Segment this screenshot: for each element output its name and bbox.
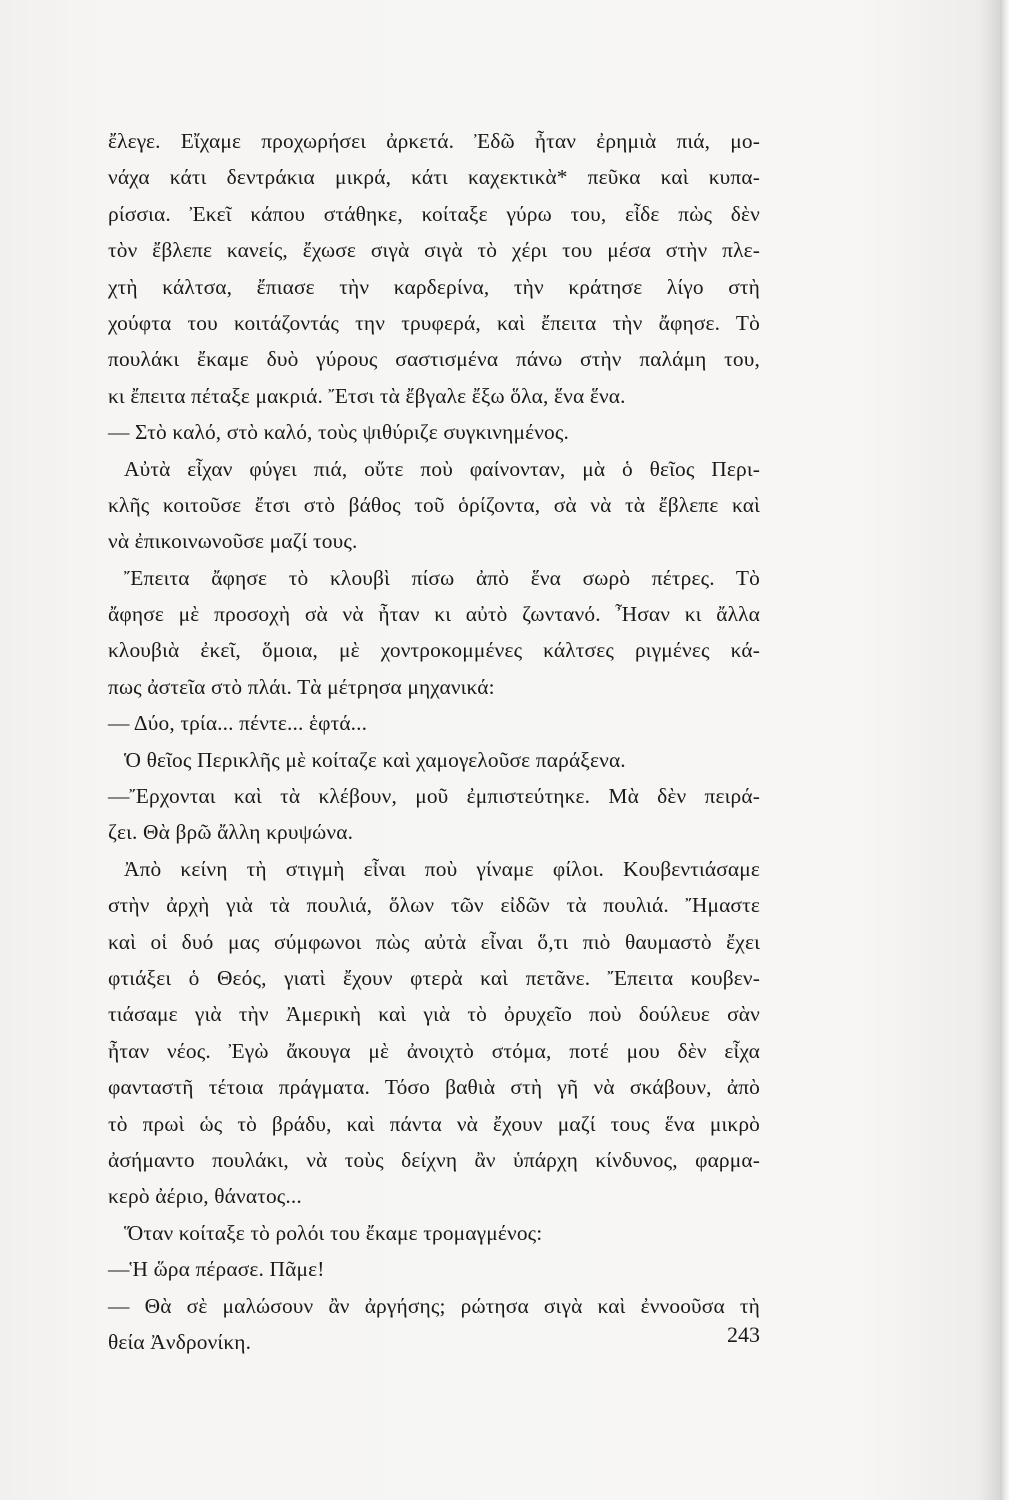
text-line: Ἔπειτα ἄφησε τὸ κλουβὶ πίσω ἀπὸ ἕνα σωρὸ πέτρες. Τὸ xyxy=(124,565,760,590)
text-line: χούφτα του κοιτάζοντάς την τρυφερά, καὶ ἔπειτα τὴν ἄφησε. Τὸ xyxy=(108,310,760,335)
text-line: ἀσήμαντο πουλάκι, νὰ τοὺς δείχνη ἂν ὑπάρχη κίνδυνος, φαρμα- xyxy=(108,1147,760,1172)
text-line: ἄφησε μὲ προσοχὴ σὰ νὰ ἦταν κι αὐτὸ ζωντανό. Ἦσαν κι ἄλλα xyxy=(108,602,760,627)
text-line: νὰ ἐπικοινωνοῦσε μαζί τους. xyxy=(108,529,358,554)
text-line: στὴν ἀρχὴ γιὰ τὰ πουλιά, ὅλων τῶν εἰδῶν τὰ πουλιά. Ἤμαστε xyxy=(108,893,760,918)
text-line: ρίσσια. Ἐκεῖ κάπου στάθηκε, κοίταξε γύρω του, εἶδε πὼς δὲν xyxy=(108,201,760,226)
text-line: — Δύο, τρία... πέντε... ἑφτά... xyxy=(108,711,368,736)
text-line: —Ἔρχονται καὶ τὰ κλέβουν, μοῦ ἐμπιστεύτηκε. Μὰ δὲν πειρά- xyxy=(108,784,760,809)
text-line: κλῆς κοιτοῦσε ἔτσι στὸ βάθος τοῦ ὁρίζοντα, σὰ νὰ τὰ ἔβλεπε καὶ xyxy=(108,492,760,517)
text-line: Ὅταν κοίταξε τὸ ρολόι του ἔκαμε τρομαγμένος: xyxy=(124,1220,543,1245)
text-line: πως ἀστεῖα στὸ πλάι. Τὰ μέτρησα μηχανικά: xyxy=(108,674,495,699)
text-line: καὶ οἱ δυό μας σύμφωνοι πὼς αὐτὰ εἶναι ὅ,τι πιὸ θαυμαστὸ ἔχει xyxy=(108,929,760,954)
text-line: — Στὸ καλό, στὸ καλό, τοὺς ψιθύριζε συγκινημένος. xyxy=(108,420,569,445)
text-line: τὸ πρωὶ ὡς τὸ βράδυ, καὶ πάντα νὰ ἔχουν μαζί τους ἕνα μικρὸ xyxy=(108,1111,760,1136)
text-line: κερὸ ἀέριο, θάνατος... xyxy=(108,1184,302,1209)
text-line: θεία Ἀνδρονίκη. xyxy=(108,1329,252,1354)
text-line: —Ἡ ὥρα πέρασε. Πᾶμε! xyxy=(108,1257,325,1282)
text-line: ζει. Θὰ βρῶ ἄλλη κρυψώνα. xyxy=(108,820,354,845)
page-edge xyxy=(1000,0,1009,1500)
body-text xyxy=(108,123,760,1360)
text-line: τὸν ἔβλεπε κανείς, ἔχωσε σιγὰ σιγὰ τὸ χέρι του μέσα στὴν πλε- xyxy=(108,238,760,263)
text-line: κλουβιὰ ἐκεῖ, ὅμοια, μὲ χοντροκομμένες κάλτσες ριγμένες κά- xyxy=(108,638,760,663)
text-line: νάχα κάτι δεντράκια μικρά, κάτι καχεκτικὰ* πεῦκα καὶ κυπα- xyxy=(108,165,760,190)
text-line: Ὁ θεῖος Περικλῆς μὲ κοίταζε καὶ χαμογελοῦσε παράξενα. xyxy=(124,747,626,772)
text-line: φανταστῆ τέτοια πράγματα. Τόσο βαθιὰ στὴ γῆ νὰ σκάβουν, ἀπὸ xyxy=(108,1075,760,1100)
text-line: φτιάξει ὁ Θεός, γιατὶ ἔχουν φτερὰ καὶ πετᾶνε. Ἔπειτα κουβεν- xyxy=(108,965,760,990)
page-number: 243 xyxy=(727,1322,760,1347)
text-line: χτὴ κάλτσα, ἔπιασε τὴν καρδερίνα, τὴν κράτησε λίγο στὴ xyxy=(108,274,760,299)
text-line: Ἀπὸ κείνη τὴ στιγμὴ εἶναι ποὺ γίναμε φίλοι. Κουβεντιάσαμε xyxy=(124,856,760,881)
text-line: Αὐτὰ εἶχαν φύγει πιά, οὔτε ποὺ φαίνονταν, μὰ ὁ θεῖος Περι- xyxy=(124,456,760,481)
text-line: πουλάκι ἔκαμε δυὸ γύρους σαστισμένα πάνω στὴν παλάμη του, xyxy=(108,347,760,372)
text-line: ἦταν νέος. Ἐγὼ ἄκουγα μὲ ἀνοιχτὸ στόμα, ποτέ μου δὲν εἶχα xyxy=(108,1038,760,1063)
text-line: — Θὰ σὲ μαλώσουν ἂν ἀργήσης; ρώτησα σιγὰ καὶ ἐννοοῦσα τὴ xyxy=(108,1293,760,1318)
text-line: τιάσαμε γιὰ τὴν Ἀμερικὴ καὶ γιὰ τὸ ὀρυχεῖο ποὺ δούλευε σὰν xyxy=(108,1002,760,1027)
text-line: κι ἔπειτα πέταξε μακριά. Ἔτσι τὰ ἔβγαλε ἔξω ὅλα, ἕνα ἕνα. xyxy=(108,383,626,408)
text-line: ἔλεγε. Εἴχαμε προχωρήσει ἀρκετά. Ἐδῶ ἦταν ἐρημιὰ πιά, μο- xyxy=(108,129,760,153)
